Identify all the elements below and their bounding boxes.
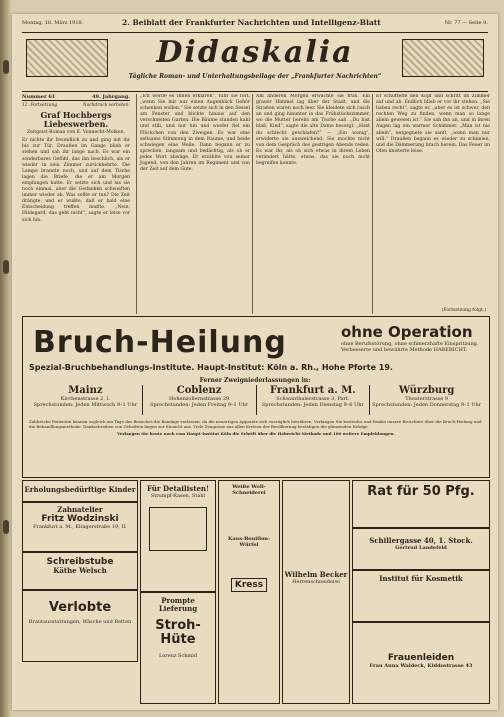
city-address: Hohenzollernstrasse 29 [169,396,230,402]
bruch-heilung-ad [22,316,490,478]
continuation-note: 12. Fortsetzung [22,103,58,109]
ad-detailisten [140,480,216,592]
ad-frauenleiden [352,622,490,704]
ad-verlobte-title: Verlobte [48,600,112,615]
fineprint-text: Zahlreiche Patienten können sogleich am Tage des Besuches die Bandage verlassen, da die neuartigen Apparate sich vorzüglich bewähren. Verlangen Sie kostenlos und franko unsere Broschüre über die Bruch-Heilung und die Behandlungsmethode. Dankschreiben von Geheilten liegen zur Einsicht aus. Viele Zeugnisse aus allen Kreisen der Bevölkerung bestätigen die glänzenden Erfolge. [29,419,482,430]
ad-erholung [22,480,138,502]
bruch-footer: Verlangen Sie heute noch vom Haupt-Institut Köln die Schrift über die Habericht-Methode und 100 weitere Empfehlungen. [117,431,395,437]
binding-spine [0,0,12,717]
ad-zahnatelier-title: Zahnatelier [57,505,103,514]
ad-zahnatelier-name: Fritz Wodzinski [41,514,119,524]
column-3 [252,94,370,314]
city-name: Mainz [68,385,103,396]
binding-hole [3,520,9,534]
article-byline: Zeitgeist-Roman von E. Vonnecht-Molken. [27,130,125,136]
classified-ads [22,480,488,706]
column-1-text: Er nickte ihr freundlich zu und ging mit ihr bis zur Tür. Draußen im Gange blieb er stehen und sah ihr lange nach. Es war ein sonderbares Gefühl, das ihn beschlich, als er wieder in sein Zimmer zurückkehrte. Die Lampe brannte noch, und auf dem Tische lagen die Briefe, die er am Morgen empfangen hatte. Er setzte sich und las sie noch einmal, aber die Gedanken schweiften immer wieder ab. Was sollte er tun? Die Zeit drängte, und er wußte, daß er bald eine Entscheidung treffen mußte. „Nein, Hildegard, das geht nicht“, sagte er leise vor sich hin. [22,138,130,223]
city-address: Kirchenstrasse 2, I. [60,396,111,402]
ad-schreibstube-title: Schreibstube [46,557,114,567]
ad-zahnatelier [22,502,138,552]
city-hours: Sprechstunden: Jeden Dienstag 9–6 Uhr [261,402,364,408]
branch-city [257,385,371,415]
ad-becker [282,480,350,704]
branches-title: Ferner Zweigniederlassungen in: [199,377,311,384]
ad-strohhuete-name: Stroh-Hüte [155,618,201,647]
reprint-note: Nachdruck verboten. [82,103,130,109]
branch-city [143,385,257,415]
city-address: Theaterstrasse 9 [405,396,448,402]
ad-becker-title: Wilhelm Becker [284,570,348,579]
column-1 [22,94,133,314]
ad-woll-title: Weiße Woll-Schneiderei [232,484,266,496]
header-title: 2. Beiblatt der Frankfurter Nachrichten und Intelligenz-Blatt [122,18,381,27]
city-hours: Sprechstunden: Jeden Mittwoch 9–1 Uhr [33,402,138,408]
ad-frauenleiden-title: Frauenleiden [387,653,455,663]
header-page-number: Nr. 77 — Seite 9. [444,20,488,26]
ad-zahnatelier-sub: Frankfurt a. M., Klingerstraße 19, II. [33,524,127,530]
article-columns [22,94,488,314]
branch-city [370,385,483,415]
ad-kosmetik [352,570,490,622]
ornament-left [26,39,108,77]
bruch-headline: Bruch-Heilung [33,325,287,360]
ad-schillergasse-sub: Gertrud Landefeld [395,545,447,551]
ohne-operation: ohne Operation [341,323,473,341]
newspaper-page [12,14,498,710]
ad-schreibstube [22,552,138,590]
ad-woll-schneiderei [218,480,280,704]
column-2-text: „Ich werde es Ihnen erklären“, fuhr sie fort, „wenn Sie mir nur einen Augenblick Gehör schenken wollen.“ Sie setzte sich in den Sessel am Fenster und blickte hinaus auf den verschneiten Garten. Die Bäume standen kahl und still, und nur hin und wieder fiel ein Flöckchen von den Zweigen. Es war eine seltsame Stimmung in dem Raume, und beide schwiegen eine Weile. Dann begann er zu sprechen, langsam und bedächtig, als ob er jedes Wort abwäge. Er erzählte von seiner Jugend, von den Jahren im Regiment und von der Zeit auf dem Gute. [140,94,250,173]
bruch-fineprint [29,419,483,471]
ad-kress-box: Kress [231,578,267,592]
page-header [22,18,488,30]
ad-rat-title: Rat für 50 Pfg. [367,484,475,499]
city-hours: Sprechstunden: Jeden Freitag 9–1 Uhr [150,402,249,408]
ad-detailisten-sub: Strumpf-Rasen, Stahl [150,493,206,499]
ad-erholung-title: Erholungsbedürftige Kinder [24,485,136,494]
header-date: Montag, 18. März 1918. [22,20,84,26]
ad-bouillon: Kaus-Bouillon-Würfel [227,536,271,548]
ad-strohhuete [140,592,216,704]
ad-verlobte-sub: Brautausstattungen, Wäsche und Betten [28,619,132,625]
column-3-text: Am anderen Morgen erwachte sie früh. Ein grauer Himmel lag über der Stadt, und die Straßen waren noch leer. Sie kleidete sich rasch an und ging hinunter in das Frühstückszimmer, wo die Mutter bereits am Tische saß. „Du bist blaß, Kind“, sagte die alte Dame besorgt. „Hast du schlecht geschlafen?“ — „Ein wenig“, erwiderte sie ausweichend. Sie mochte nicht von dem Gespräch des gestrigen Abends reden. Es war ihr, als ob sich etwas in ihrem Leben verändert hätte, etwas, das sie noch nicht begreifen konnte. [256,94,370,167]
issue-meta [22,94,130,101]
column-2 [136,94,250,314]
issue-number: Nummer 61 [22,94,56,100]
city-address: Schwanthalerstrasse 3, Part. [276,396,350,402]
product-box-image [149,507,207,551]
ad-frauenleiden-sub: Frau Anna Waldeck, Kiddostrasse 43 [369,663,473,669]
ornament-right [402,39,484,77]
ad-strohhuete-title: Prompte Lieferung [158,596,198,613]
branch-cities [29,385,483,415]
ad-schillergasse [352,528,490,570]
city-name: Frankfurt a. M. [269,385,356,396]
city-name: Coblenz [176,385,222,396]
ad-rat [352,480,490,528]
column-4-text: Er schüttelte den Kopf und schritt im Zimmer auf und ab. Endlich blieb er vor ihr stehen. „Sie haben recht“, sagte er, „aber es ist schwer, den rechten Weg zu finden, wenn man so lange allein gewesen ist.“ Sie sah ihn an, und in ihren Augen lag ein warmer Schimmer. „Man ist nie allein“, entgegnete sie sanft, „wenn man nur will.“ Draußen begann es wieder zu schneien, und die Dämmerung brach herein. Das Feuer im Ofen knisterte leise. [376,94,490,154]
masthead-title: Didaskalia [156,35,354,70]
binding-hole [3,60,9,74]
branch-city [29,385,143,415]
continued-note: (Fortsetzung folgt.) [441,307,486,313]
column-4 [372,94,490,314]
ohne-operation-sub: ohne Berufsstörung, ohne schmerzhafte Einspritzung. Verbesserte und bewährte Methode HABERICHT. [341,341,479,353]
ad-schreibstube-name: Käthe Welsch [53,566,107,575]
city-hours: Sprechstunden: Jeden Donnerstag 9–1 Uhr [372,402,482,408]
ad-becker-sub: Herrenschneiderei [292,579,340,585]
spezial-institute-line: Spezial-Bruchbehandlungs-Institute. Haupt-Institut: Köln a. Rh., Hohe Pforte 19. [29,363,393,372]
ad-verlobte [22,590,138,662]
ad-schillergasse-title: Schillergasse 40, 1. Stock. [369,536,473,545]
article-notes [22,103,130,109]
issue-year: 49. Jahrgang. [92,94,130,100]
ad-strohhuete-sub: Lorenz Schmid [158,653,198,659]
ad-kosmetik-title: Institut für Kosmetik [379,574,463,583]
masthead [22,32,488,92]
binding-hole [3,260,9,274]
masthead-subtitle: Tägliche Roman- und Unterhaltungsbeilage der „Frankfurter Nachrichten“ [128,73,382,80]
article-headline: Graf Hochbergs Liebeswerben. [40,110,112,130]
ad-detailisten-title: Für Detailisten! [146,484,210,493]
city-name: Würzburg [398,385,455,396]
